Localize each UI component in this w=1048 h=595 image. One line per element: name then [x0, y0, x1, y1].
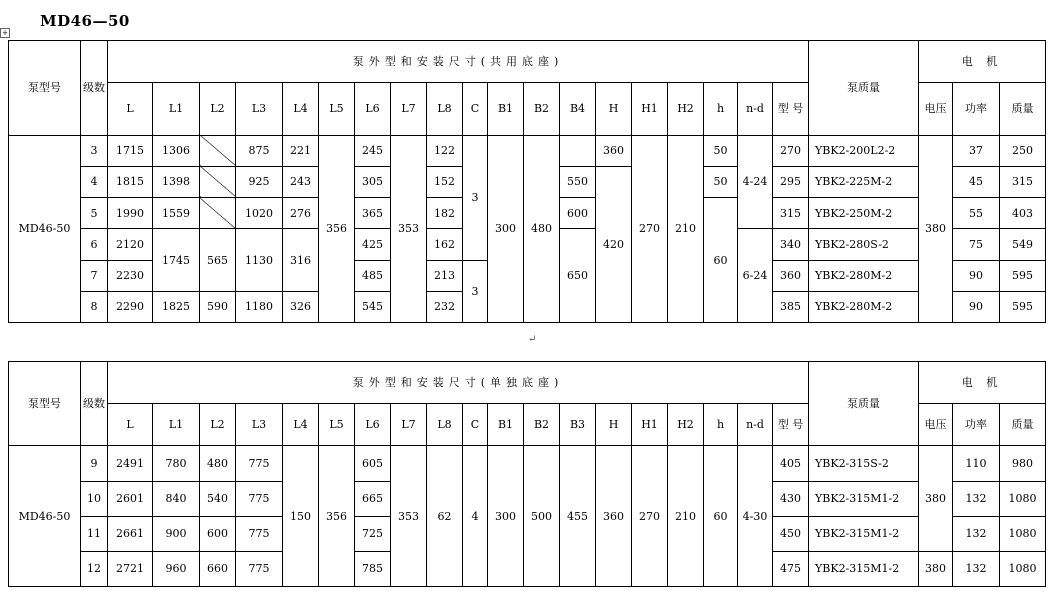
header-h: h — [704, 83, 738, 135]
L3-cell: 1180 — [236, 291, 283, 322]
header-B1: B1 — [488, 404, 524, 446]
L-cell: 2120 — [108, 229, 153, 260]
motor-model-cell: YBK2-315M1-2 — [809, 551, 919, 586]
paragraph-mark-icon: ↵ — [528, 334, 537, 345]
stage-cell: 11 — [81, 516, 108, 551]
L-cell: 1990 — [108, 198, 153, 229]
h-cell: 60 — [704, 198, 738, 323]
motor-model-cell: YBK2-280M-2 — [809, 260, 919, 291]
motor-weight-cell: 315 — [1000, 166, 1046, 197]
motor-weight-cell: 403 — [1000, 198, 1046, 229]
L4-cell: 326 — [283, 291, 319, 322]
header-H2: H2 — [668, 83, 704, 135]
L6-cell: 665 — [355, 481, 391, 516]
nd-cell: 4-24 — [738, 135, 773, 229]
header-motor-weight: 质量 — [1000, 83, 1046, 135]
L1-cell: 840 — [153, 481, 200, 516]
stage-cell: 5 — [81, 198, 108, 229]
pump-weight-cell: 295 — [773, 166, 809, 197]
stage-cell: 8 — [81, 291, 108, 322]
stage-cell: 9 — [81, 446, 108, 481]
table-row — [9, 446, 1046, 481]
table-row — [9, 135, 1046, 166]
L2-cell: 590 — [200, 291, 236, 322]
motor-weight-cell: 1080 — [1000, 551, 1046, 586]
L5-cell: 356 — [319, 446, 355, 587]
power-cell: 75 — [953, 229, 1000, 260]
header-L7: L7 — [391, 83, 427, 135]
power-cell: 132 — [953, 551, 1000, 586]
L6-cell: 425 — [355, 229, 391, 260]
B4-cell — [560, 135, 596, 166]
L8-cell: 62 — [427, 446, 463, 587]
B1-cell: 300 — [488, 135, 524, 322]
L4-cell: 221 — [283, 135, 319, 166]
L8-cell: 162 — [427, 229, 463, 260]
L-cell: 2721 — [108, 551, 153, 586]
H2-cell: 210 — [668, 135, 704, 322]
L4-cell: 276 — [283, 198, 319, 229]
L-cell: 1815 — [108, 166, 153, 197]
header-L2: L2 — [200, 404, 236, 446]
header-L3: L3 — [236, 83, 283, 135]
L-cell: 2661 — [108, 516, 153, 551]
pump-weight-cell: 430 — [773, 481, 809, 516]
pump-weight-cell: 270 — [773, 135, 809, 166]
motor-model-cell: YBK2-200L2-2 — [809, 135, 919, 166]
L6-cell: 365 — [355, 198, 391, 229]
B2-cell: 500 — [524, 446, 560, 587]
header-voltage: 电压 — [919, 83, 953, 135]
L2-empty-cell — [200, 135, 236, 166]
B4-cell: 650 — [560, 229, 596, 323]
L2-cell: 540 — [200, 481, 236, 516]
stage-cell: 10 — [81, 481, 108, 516]
L2-cell: 660 — [200, 551, 236, 586]
L1-cell: 960 — [153, 551, 200, 586]
L4-cell: 243 — [283, 166, 319, 197]
header-B2: B2 — [524, 404, 560, 446]
stage-cell: 3 — [81, 135, 108, 166]
header-L4: L4 — [283, 404, 319, 446]
H-cell: 360 — [596, 135, 632, 166]
C-cell: 3 — [463, 135, 488, 260]
voltage-cell: 380 — [919, 135, 953, 322]
L6-cell: 305 — [355, 166, 391, 197]
L6-cell: 785 — [355, 551, 391, 586]
motor-weight-cell: 250 — [1000, 135, 1046, 166]
motor-model-cell: YBK2-225M-2 — [809, 166, 919, 197]
header-L5: L5 — [319, 83, 355, 135]
header-L: L — [108, 83, 153, 135]
L1-cell: 1559 — [153, 198, 200, 229]
motor-weight-cell: 1080 — [1000, 481, 1046, 516]
header-L8: L8 — [427, 83, 463, 135]
L8-cell: 213 — [427, 260, 463, 291]
L3-cell: 775 — [236, 481, 283, 516]
header-L1: L1 — [153, 404, 200, 446]
document-title: MD46—50 — [40, 12, 130, 30]
power-cell: 90 — [953, 291, 1000, 322]
pump-weight-cell: 385 — [773, 291, 809, 322]
B1-cell: 300 — [488, 446, 524, 587]
stage-cell: 4 — [81, 166, 108, 197]
table1-caption: 泵外型和安装尺寸(共用底座) — [108, 41, 809, 83]
L3-cell: 1130 — [236, 229, 283, 291]
header-h: h — [704, 404, 738, 446]
pump-weight-cell: 405 — [773, 446, 809, 481]
B4-cell: 550 — [560, 166, 596, 197]
H1-cell: 270 — [632, 135, 668, 322]
L2-cell: 480 — [200, 446, 236, 481]
L3-cell: 775 — [236, 446, 283, 481]
header-L5: L5 — [319, 404, 355, 446]
header-L1: L1 — [153, 83, 200, 135]
header-H: H — [596, 404, 632, 446]
header-pump-model: 泵型号 — [9, 362, 81, 446]
header-motor-weight: 质量 — [1000, 404, 1046, 446]
C-cell: 3 — [463, 260, 488, 322]
header-B4: B4 — [560, 83, 596, 135]
header-pump-model: 泵型号 — [9, 41, 81, 136]
spec-table-separate-base — [8, 361, 1046, 587]
h-cell: 50 — [704, 135, 738, 166]
L-cell: 2491 — [108, 446, 153, 481]
header-H1: H1 — [632, 83, 668, 135]
header-H: H — [596, 83, 632, 135]
header-nd: n-d — [738, 83, 773, 135]
motor-model-cell: YBK2-315S-2 — [809, 446, 919, 481]
B3-cell: 455 — [560, 446, 596, 587]
header-L7: L7 — [391, 404, 427, 446]
power-cell: 132 — [953, 481, 1000, 516]
power-cell: 55 — [953, 198, 1000, 229]
header-H2: H2 — [668, 404, 704, 446]
h-cell: 50 — [704, 166, 738, 197]
header-C: C — [463, 83, 488, 135]
B4-cell: 600 — [560, 198, 596, 229]
L6-cell: 485 — [355, 260, 391, 291]
pump-weight-cell: 475 — [773, 551, 809, 586]
power-cell: 132 — [953, 516, 1000, 551]
L1-cell: 1306 — [153, 135, 200, 166]
header-L6: L6 — [355, 404, 391, 446]
header-L: L — [108, 404, 153, 446]
header-power: 功率 — [953, 404, 1000, 446]
header-L2: L2 — [200, 83, 236, 135]
power-cell: 90 — [953, 260, 1000, 291]
L4-cell: 316 — [283, 229, 319, 291]
L6-cell: 245 — [355, 135, 391, 166]
header-power: 功率 — [953, 83, 1000, 135]
H1-cell: 270 — [632, 446, 668, 587]
power-cell: 45 — [953, 166, 1000, 197]
L8-cell: 232 — [427, 291, 463, 322]
L8-cell: 182 — [427, 198, 463, 229]
header-L3: L3 — [236, 404, 283, 446]
power-cell: 37 — [953, 135, 1000, 166]
B2-cell: 480 — [524, 135, 560, 322]
motor-weight-cell: 595 — [1000, 260, 1046, 291]
header-B1: B1 — [488, 83, 524, 135]
power-cell: 110 — [953, 446, 1000, 481]
L6-cell: 725 — [355, 516, 391, 551]
L5-cell: 356 — [319, 135, 355, 322]
L2-empty-cell — [200, 166, 236, 197]
L6-cell: 605 — [355, 446, 391, 481]
header-C: C — [463, 404, 488, 446]
header-motor: 电 机 — [919, 41, 1046, 83]
pump-weight-cell: 340 — [773, 229, 809, 260]
stage-cell: 12 — [81, 551, 108, 586]
header-motor-model: 型 号 — [773, 83, 809, 135]
pump-model-cell: MD46-50 — [9, 135, 81, 322]
h-cell: 60 — [704, 446, 738, 587]
L3-cell: 925 — [236, 166, 283, 197]
header-pump-weight: 泵质量 — [809, 362, 919, 446]
L2-empty-cell — [200, 198, 236, 229]
L1-cell: 1398 — [153, 166, 200, 197]
nd-cell: 4-30 — [738, 446, 773, 587]
motor-weight-cell: 549 — [1000, 229, 1046, 260]
header-B3: B3 — [560, 404, 596, 446]
header-L4: L4 — [283, 83, 319, 135]
L1-cell: 780 — [153, 446, 200, 481]
header-H1: H1 — [632, 404, 668, 446]
stage-cell: 7 — [81, 260, 108, 291]
motor-weight-cell: 980 — [1000, 446, 1046, 481]
C-cell: 4 — [463, 446, 488, 587]
L3-cell: 875 — [236, 135, 283, 166]
L6-cell: 545 — [355, 291, 391, 322]
motor-model-cell: YBK2-315M1-2 — [809, 516, 919, 551]
nd-cell: 6-24 — [738, 229, 773, 323]
L2-cell: 600 — [200, 516, 236, 551]
L7-cell: 353 — [391, 446, 427, 587]
voltage-cell: 380 — [919, 446, 953, 551]
header-voltage: 电压 — [919, 404, 953, 446]
header-L6: L6 — [355, 83, 391, 135]
motor-model-cell: YBK2-280S-2 — [809, 229, 919, 260]
pump-model-cell: MD46-50 — [9, 446, 81, 587]
L8-cell: 122 — [427, 135, 463, 166]
L-cell: 2601 — [108, 481, 153, 516]
motor-weight-cell: 595 — [1000, 291, 1046, 322]
header-stages: 级数 — [81, 362, 108, 446]
motor-model-cell: YBK2-315M1-2 — [809, 481, 919, 516]
pump-weight-cell: 315 — [773, 198, 809, 229]
header-nd: n-d — [738, 404, 773, 446]
L3-cell: 1020 — [236, 198, 283, 229]
L-cell: 2230 — [108, 260, 153, 291]
header-L8: L8 — [427, 404, 463, 446]
table2-caption: 泵外型和安装尺寸(单独底座) — [108, 362, 809, 404]
header-motor-model: 型 号 — [773, 404, 809, 446]
L3-cell: 775 — [236, 551, 283, 586]
L8-cell: 152 — [427, 166, 463, 197]
pump-weight-cell: 450 — [773, 516, 809, 551]
L4-cell: 150 — [283, 446, 319, 587]
L1-cell: 1825 — [153, 291, 200, 322]
L1-cell: 1745 — [153, 229, 200, 291]
H-cell: 360 — [596, 446, 632, 587]
L-cell: 2290 — [108, 291, 153, 322]
header-pump-weight: 泵质量 — [809, 41, 919, 136]
motor-weight-cell: 1080 — [1000, 516, 1046, 551]
L3-cell: 775 — [236, 516, 283, 551]
L-cell: 1715 — [108, 135, 153, 166]
H2-cell: 210 — [668, 446, 704, 587]
pump-weight-cell: 360 — [773, 260, 809, 291]
L2-cell: 565 — [200, 229, 236, 291]
header-stages: 级数 — [81, 41, 108, 136]
L7-cell: 353 — [391, 135, 427, 322]
header-motor: 电 机 — [919, 362, 1046, 404]
header-B2: B2 — [524, 83, 560, 135]
motor-model-cell: YBK2-280M-2 — [809, 291, 919, 322]
spec-table-shared-base — [8, 40, 1046, 323]
L1-cell: 900 — [153, 516, 200, 551]
table-anchor-icon: + — [0, 28, 10, 38]
motor-model-cell: YBK2-250M-2 — [809, 198, 919, 229]
stage-cell: 6 — [81, 229, 108, 260]
H-cell: 420 — [596, 166, 632, 322]
voltage-cell: 380 — [919, 551, 953, 586]
